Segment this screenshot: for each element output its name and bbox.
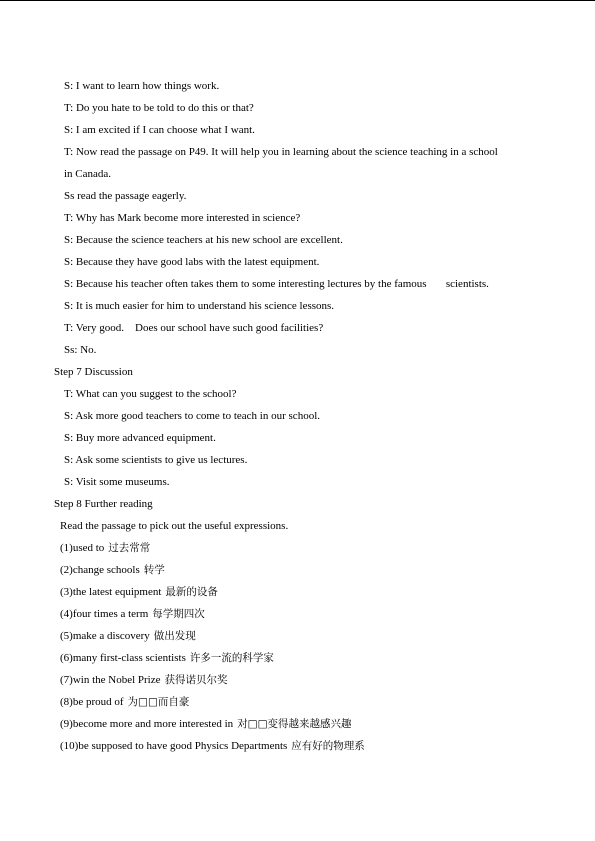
expression-chinese: 过去常常 <box>108 542 151 554</box>
expression-item <box>60 607 205 621</box>
discussion-line: S: Ask some scientists to give us lectures. <box>64 454 248 466</box>
expression-item <box>60 739 365 753</box>
dialogue-line: S: I want to learn how things work. <box>64 80 220 92</box>
discussion-line: T: What can you suggest to the school? <box>64 388 237 400</box>
expression-item <box>60 563 165 577</box>
expression-item <box>60 629 196 643</box>
top-rule <box>0 0 595 1</box>
expression-chinese: 为□□而自豪 <box>127 696 190 708</box>
dialogue-line: Ss: No. <box>64 344 97 356</box>
expression-english: (1)used to <box>60 542 105 554</box>
step8-instruction: Read the passage to pick out the useful expressions. <box>60 520 289 532</box>
expression-item <box>60 673 228 687</box>
expression-english: (5)make a discovery <box>60 630 150 642</box>
expression-chinese: 最新的设备 <box>165 586 218 598</box>
expression-chinese: 每学期四次 <box>152 608 205 620</box>
expression-chinese: 转学 <box>143 564 165 576</box>
step8-heading: Step 8 Further reading <box>54 498 153 510</box>
expression-chinese: 许多一流的科学家 <box>189 652 274 664</box>
expression-chinese: 获得诺贝尔奖 <box>164 674 228 686</box>
expression-chinese: 做出发现 <box>153 630 196 642</box>
expression-english: (3)the latest equipment <box>60 586 162 598</box>
expression-english: (4)four times a term <box>60 608 149 620</box>
dialogue-line: S: Because they have good labs with the latest equipment. <box>64 256 320 268</box>
discussion-line: S: Buy more advanced equipment. <box>64 432 216 444</box>
expression-chinese: 应有好的物理系 <box>291 740 365 752</box>
expression-english: (9)become more and more interested in <box>60 718 234 730</box>
expression-item <box>60 585 218 599</box>
expression-english: (2)change schools <box>60 564 140 576</box>
expression-chinese: 对□□变得越来越感兴趣 <box>237 718 352 730</box>
dialogue-line: T: Now read the passage on P49. It will help you in learning about the science teaching in a school <box>64 146 498 158</box>
discussion-line: S: Visit some museums. <box>64 476 170 488</box>
dialogue-line: S: It is much easier for him to understand his science lessons. <box>64 300 335 312</box>
dialogue-line: T: Do you hate to be told to do this or that? <box>64 102 254 114</box>
expression-item <box>60 717 352 731</box>
dialogue-line: S: Because the science teachers at his new school are excellent. <box>64 234 343 246</box>
expression-english: (10)be supposed to have good Physics Departments <box>60 740 288 752</box>
dialogue-line: T: Why has Mark become more interested in science? <box>64 212 301 224</box>
dialogue-line: in Canada. <box>64 168 112 180</box>
dialogue-line: T: Very good. Does our school have such good facilities? <box>64 322 324 334</box>
expression-english: (8)be proud of <box>60 696 124 708</box>
expression-item <box>60 695 189 709</box>
expression-english: (6)many first-class scientists <box>60 652 186 664</box>
dialogue-line: S: Because his teacher often takes them to some interesting lectures by the famous scientists. <box>64 278 489 290</box>
discussion-line: S: Ask more good teachers to come to teach in our school. <box>64 410 320 422</box>
dialogue-line: S: I am excited if I can choose what I want. <box>64 124 255 136</box>
expression-item <box>60 541 150 555</box>
expression-english: (7)win the Nobel Prize <box>60 674 161 686</box>
step7-heading: Step 7 Discussion <box>54 366 133 378</box>
dialogue-line: Ss read the passage eagerly. <box>64 190 187 202</box>
expression-item <box>60 651 274 665</box>
